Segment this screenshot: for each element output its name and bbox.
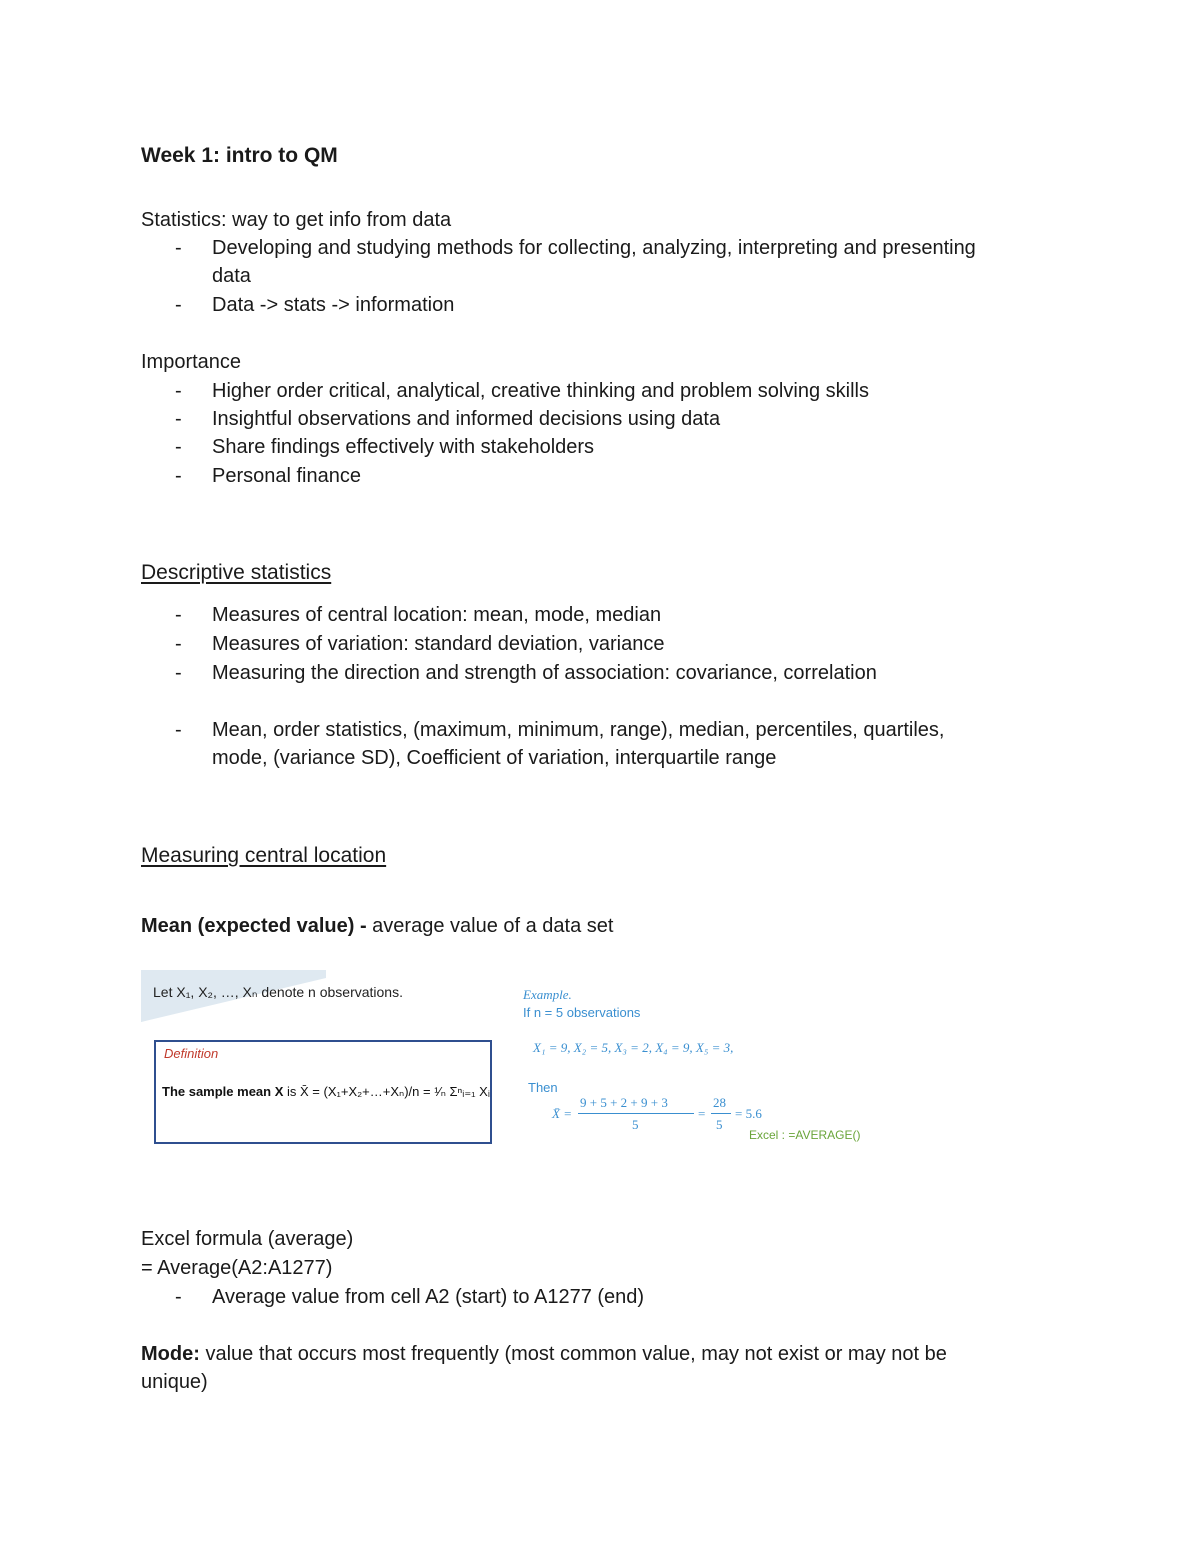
page-title: Week 1: intro to QM — [141, 144, 338, 167]
definition-formula — [162, 1084, 490, 1100]
bullet-dash: - — [175, 294, 182, 316]
bullet-dash: - — [175, 719, 182, 741]
bullet-dash: - — [175, 237, 182, 259]
bullet-dash: - — [175, 662, 182, 684]
mode-definition-continuation: unique) — [141, 1371, 208, 1393]
example-lhs: X̄ = — [552, 1106, 572, 1121]
definition-box — [154, 1040, 492, 1144]
list-item: Measures of variation: standard deviation, variance — [212, 633, 665, 655]
bullet-dash: - — [175, 408, 182, 430]
list-item: Higher order critical, analytical, creative thinking and problem solving skills — [212, 380, 869, 402]
bullet-dash: - — [175, 380, 182, 402]
excel-average-note: Excel : =AVERAGE() — [749, 1128, 861, 1142]
mode-term: Mode: — [141, 1343, 200, 1365]
bullet-dash: - — [175, 1286, 182, 1308]
bullet-dash: - — [175, 633, 182, 655]
mean-description: average value of a data set — [366, 915, 614, 937]
list-item: Personal finance — [212, 465, 361, 487]
example-numerator: 9 + 5 + 2 + 9 + 3 — [580, 1095, 668, 1110]
list-item: Measuring the direction and strength of association: covariance, correlation — [212, 662, 877, 684]
example-n: If n = 5 observations — [523, 1005, 641, 1020]
definition-label: Definition — [164, 1046, 219, 1061]
list-item-continuation: data — [212, 265, 251, 287]
mean-definition — [141, 912, 613, 940]
importance-heading: Importance — [141, 351, 242, 373]
list-item: Data -> stats -> information — [212, 294, 455, 316]
bullet-dash: - — [175, 604, 182, 626]
list-item-continuation: mode, (variance SD), Coefficient of variation, interquartile range — [212, 747, 777, 769]
fraction-bar — [578, 1113, 694, 1114]
bullet-dash: - — [175, 465, 182, 487]
definition-bold-text: The sample mean X — [162, 1084, 284, 1099]
list-item: Average value from cell A2 (start) to A1277 (end) — [212, 1286, 645, 1308]
example-denominator: 5 — [632, 1117, 639, 1132]
example-result: = 5.6 — [735, 1106, 762, 1121]
mode-description: value that occurs most frequently (most common value, may not exist or may not be — [199, 1343, 947, 1365]
example-denominator-2: 5 — [716, 1117, 723, 1132]
list-item: Insightful observations and informed decisions using data — [212, 408, 721, 430]
list-item: Mean, order statistics, (maximum, minimum, range), median, percentiles, quartiles, — [212, 719, 945, 741]
mode-definition — [141, 1340, 947, 1368]
statistics-intro: Statistics: way to get info from data — [141, 209, 452, 231]
example-then: Then — [528, 1080, 558, 1095]
list-item: Share findings effectively with stakeholders — [212, 436, 595, 458]
descriptive-heading: Descriptive statistics — [141, 561, 332, 584]
list-item: Developing and studying methods for collecting, analyzing, interpreting and presenting — [212, 237, 976, 259]
excel-formula-heading: Excel formula (average) — [141, 1228, 354, 1250]
fraction-bar-2 — [711, 1113, 731, 1114]
example-equals: = — [698, 1106, 706, 1121]
example-numerator-2: 28 — [713, 1095, 726, 1110]
definition-formula-text: is X̄ = (X₁+X₂+…+Xₙ)/n = ¹⁄ₙ Σⁿᵢ₌₁ Xᵢ — [283, 1084, 490, 1099]
list-item: Measures of central location: mean, mode, median — [212, 604, 662, 626]
example-values: X₁ = 9, X₂ = 5, X₃ = 2, X₄ = 9, X₅ = 3, — [533, 1040, 734, 1055]
excel-formula: = Average(A2:A1277) — [141, 1257, 333, 1279]
central-location-heading: Measuring central location — [141, 844, 387, 867]
let-observations-text: Let X₁, X₂, …, Xₙ denote n observations. — [153, 984, 403, 1000]
mean-term: Mean (expected value) - — [141, 915, 367, 937]
bullet-dash: - — [175, 436, 182, 458]
example-label: Example. — [523, 987, 572, 1002]
